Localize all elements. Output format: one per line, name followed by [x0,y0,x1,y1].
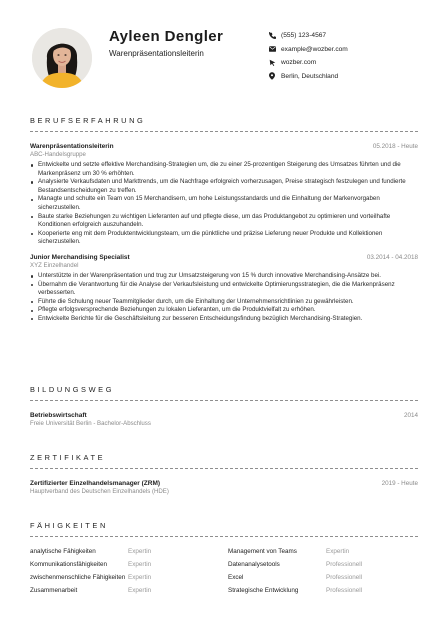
contact-location-text: Berlin, Deutschland [281,72,339,80]
list-item: Analysierte Verkaufsdaten und Markttrends, um die Nachfrage erfolgreich vorherzusagen, Preise strategisch festzulegen und fundierte Bestandsentscheidungen zu treffen. [30,178,418,195]
section-title-certificates: ZERTIFIKATE [30,453,106,462]
contact-website-text: wozber.com [281,59,317,67]
job-title: Junior Merchandising Specialist [30,253,130,261]
certificates-section [30,453,418,495]
section-divider [30,536,418,537]
section-divider [30,131,418,132]
list-item: Führte die Schulung neuer Teammitglieder durch, um die Einhaltung der Unternehmensrichtlinien zu gewährleisten. [30,298,418,307]
job-date: 03.2014 - 04.2018 [366,253,418,261]
skill-level: Professionell [326,574,363,581]
skill-name: Zusammenarbeit [30,586,78,594]
avatar [32,28,92,88]
certificate-title: Zertifizierter Einzelhandelsmanager (ZRM) [30,480,161,487]
skill-level: Expertin [128,574,152,581]
job-company: ABC-Handelsgruppe [30,151,86,158]
contact-email-text: example@wozber.com [281,45,348,53]
education-entry [30,412,418,427]
section-title-education: BILDUNGSWEG [30,385,115,394]
job-company: XYZ Einzelhandel [30,261,79,269]
experience-entry-1 [30,143,418,247]
phone-icon [269,31,281,40]
skills-section [30,521,418,597]
list-item: Managte und schulte ein Team von 15 Merchandisern, um hohe Leistungsstandards und die Einhaltung der Markenvorgaben sicherzustellen. [30,195,418,212]
certificate-date: 2019 - Heute [381,480,418,487]
skill-name: Excel [228,573,244,581]
skill-name: Kommunikationsfähigkeiten [30,560,108,568]
skill-level: Professionell [326,587,363,594]
skill-name: Datenanalysetools [228,560,280,568]
list-item: Baute starke Beziehungen zu wichtigen Lieferanten auf und pflegte diese, um das Produktangebot zu optimieren und vorteilhafte Konditionen erfolgreich auszuhandeln. [30,213,418,230]
skill-name: zwischenmenschliche Fähigkeiten [30,573,126,581]
skill-level: Expertin [128,548,152,555]
section-title-experience: BERUFSERFAHRUNG [30,116,146,125]
skills-grid [30,545,418,597]
section-divider [30,400,418,401]
list-item: Übernahm die Verantwortung für die Analyse der Verkaufsleistung und entwickelte Optimierungsstrategien, die die Markenpräsenz verbesserten. [30,281,418,298]
education-section [30,385,418,427]
skill-level: Professionell [326,561,363,568]
contact-phone-text: (555) 123-4567 [281,32,327,40]
link-icon [269,58,281,67]
contact-location [269,70,348,84]
job-bullets [30,272,418,324]
experience-section [30,116,418,324]
list-item: Pflegte erfolgsversprechende Beziehungen zu lokalen Lieferanten, um die Produktvielfalt zu erhöhen. [30,306,418,315]
location-pin-icon [269,72,281,81]
skill-name: Strategische Entwicklung [228,586,299,594]
contact-phone[interactable] [269,29,348,43]
certificate-issuer: Hauptverband des Deutschen Einzelhandels (HDE) [30,488,169,495]
contact-website[interactable] [269,56,348,70]
skill-name: analytische Fähigkeiten [30,547,96,555]
list-item: Kooperierte eng mit dem Produktentwicklungsteam, um die pünktliche und präzise Lieferung neuer Produkte und Kollektionen sicherzustellen. [30,230,418,247]
candidate-role: Warenpräsentationsleiterin [109,49,204,58]
degree-title: Betriebswirtschaft [30,412,87,419]
candidate-name: Ayleen Dengler [109,28,224,45]
list-item: Unterstützte in der Warenpräsentation und trug zur Umsatzsteigerung von 15 % durch innovative Merchandising-Ansätze bei. [30,272,418,281]
skill-level: Expertin [128,587,152,594]
job-bullets [30,161,418,247]
job-date: 05.2018 - Heute [372,143,418,150]
section-title-skills: FÄHIGKEITEN [30,521,108,530]
contact-list [269,29,348,83]
list-item: Entwickelte und setzte effektive Merchandising-Strategien um, die zu einer 25-prozentigen Steigerung des Umsatzes führten und die Markenpräsenz um 30 % erhöhten. [30,161,418,178]
job-title: Warenpräsentationsleiterin [30,143,114,150]
contact-email[interactable] [269,43,348,57]
skill-name: Management von Teams [228,547,297,555]
degree-institution: Freie Universität Berlin - Bachelor-Abschluss [30,420,151,427]
skill-level: Expertin [326,548,350,555]
section-divider [30,468,418,469]
certificate-entry [30,480,418,495]
experience-entry-2 [30,254,418,324]
degree-date: 2014 [403,412,418,419]
mail-icon [269,45,281,54]
list-item: Entwickelte Berichte für die Geschäftsleitung zur besseren Entscheidungsfindung bezüglich Merchandising-Strategien. [30,315,418,324]
skill-level: Expertin [128,561,152,568]
